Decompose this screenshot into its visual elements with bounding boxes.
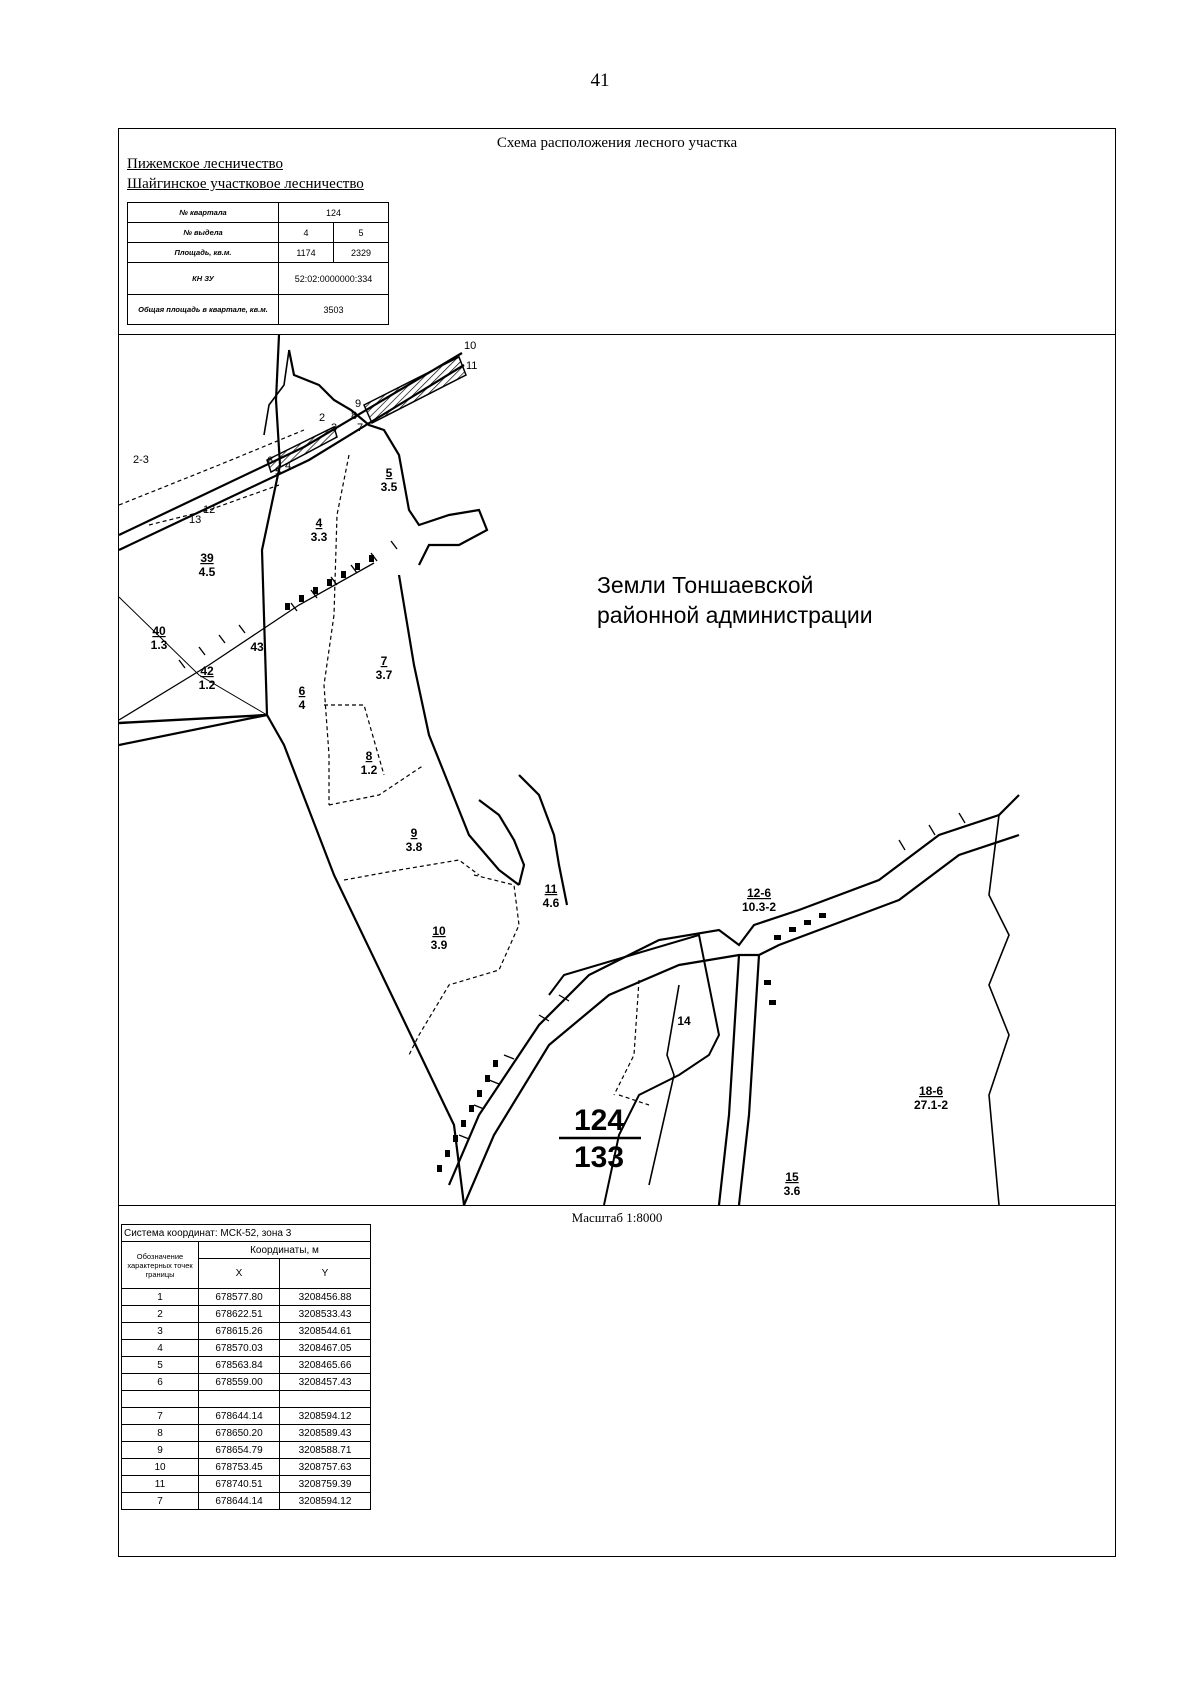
kn-value: 52:02:0000000:334	[279, 263, 389, 295]
point-label: 5	[275, 466, 282, 478]
point-label: 12	[203, 504, 216, 516]
scale-label: Масштаб 1:8000	[571, 1210, 663, 1225]
point-label: 2-3	[133, 454, 149, 466]
vydel-label: № выдела	[128, 223, 279, 243]
table-row	[122, 1374, 371, 1391]
parcel-area: 3.3	[310, 530, 328, 544]
coordinates-table	[121, 1224, 371, 1510]
area-label: Площадь, кв.м.	[128, 243, 279, 263]
table-row	[122, 1306, 371, 1323]
col-point-header: Обозначение характерных точек границы	[122, 1242, 199, 1289]
point-cell: 11	[122, 1476, 199, 1493]
parcel-area: 1.2	[360, 763, 378, 777]
table-row	[122, 1357, 371, 1374]
y-cell: 3208533.43	[280, 1306, 371, 1323]
table-row	[122, 1323, 371, 1340]
point-cell: 3	[122, 1323, 199, 1340]
parcel-area: 27.1-2	[913, 1098, 949, 1112]
y-cell: 3208594.12	[280, 1408, 371, 1425]
quarter-number: 124	[573, 1104, 625, 1137]
col-x-header: X	[199, 1259, 280, 1289]
parcel-number: 42	[200, 664, 214, 678]
parcel-number: 18-6	[918, 1084, 944, 1098]
x-cell	[199, 1391, 280, 1408]
x-cell: 678753.45	[199, 1459, 280, 1476]
boundary-line	[262, 335, 280, 715]
point-cell: 5	[122, 1357, 199, 1374]
map-bottom-border	[119, 1205, 1115, 1206]
y-cell: 3208544.61	[280, 1323, 371, 1340]
forest-map	[119, 335, 1117, 1205]
parcel-area: 3.7	[375, 668, 393, 682]
parcel-number: 14	[677, 1014, 691, 1028]
coords-caption: Система координат: МСК-52, зона 3	[122, 1225, 371, 1242]
point-cell: 10	[122, 1459, 199, 1476]
table-row	[122, 1391, 371, 1408]
point-label: 11	[466, 360, 478, 372]
page-number: 41	[590, 70, 610, 91]
point-cell: 2	[122, 1306, 199, 1323]
parcel-number: 6	[298, 684, 306, 698]
y-cell: 3208594.12	[280, 1493, 371, 1510]
parcel-area: 1.2	[198, 678, 216, 692]
x-cell: 678615.26	[199, 1323, 280, 1340]
point-label: 9	[355, 398, 362, 410]
kvartal-label: № квартала	[128, 203, 279, 223]
x-cell: 678644.14	[199, 1493, 280, 1510]
parcel-number: 8	[365, 749, 373, 763]
point-cell	[122, 1391, 199, 1408]
parcel-number: 5	[385, 466, 393, 480]
lands-label: районной администрации	[597, 602, 873, 628]
parcel-area: 10.3-2	[741, 900, 777, 914]
forestry-name: Пижемское лесничество	[127, 156, 283, 172]
parcel-area: 4.5	[198, 565, 216, 579]
y-cell	[280, 1391, 371, 1408]
kvartal-value: 124	[279, 203, 389, 223]
parcel-area: 4	[298, 698, 306, 712]
parcel-number: 39	[200, 551, 214, 565]
area-value: 2329	[334, 243, 389, 263]
point-label: 2	[319, 412, 326, 424]
table-row	[122, 1425, 371, 1442]
parcel-number: 9	[410, 826, 418, 840]
point-label: 7	[357, 422, 364, 434]
point-label: 13	[189, 514, 202, 526]
hatched-parcel-5	[364, 357, 466, 423]
x-cell: 678570.03	[199, 1340, 280, 1357]
x-cell: 678650.20	[199, 1425, 280, 1442]
y-cell: 3208457.43	[280, 1374, 371, 1391]
quarter-area: 133	[573, 1141, 625, 1174]
point-cell: 7	[122, 1408, 199, 1425]
table-row	[122, 1493, 371, 1510]
parcel-number: 11	[544, 882, 558, 896]
table-row	[122, 1340, 371, 1357]
scheme-title: Схема расположения лесного участка	[496, 135, 738, 151]
table-row	[122, 1476, 371, 1493]
point-cell: 7	[122, 1493, 199, 1510]
parcel-area: 1.3	[150, 638, 168, 652]
parcel-area: 3.9	[430, 938, 448, 952]
y-cell: 3208589.43	[280, 1425, 371, 1442]
point-label: 3	[331, 422, 338, 434]
vydel-value: 5	[334, 223, 389, 243]
y-cell: 3208467.05	[280, 1340, 371, 1357]
point-cell: 4	[122, 1340, 199, 1357]
table-row	[122, 1459, 371, 1476]
point-label: 4	[285, 460, 292, 472]
table-row	[122, 1442, 371, 1459]
lands-label: Земли Тоншаевской	[597, 572, 814, 598]
district-forestry-name: Шайгинское участковое лесничество	[127, 176, 364, 192]
point-label: 8	[351, 410, 358, 422]
vydel-value: 4	[279, 223, 334, 243]
parcel-area: 3.8	[405, 840, 423, 854]
point-label: 10	[464, 340, 477, 352]
parcel-number: 4	[315, 516, 323, 530]
table-row	[122, 1408, 371, 1425]
scheme-frame	[118, 128, 1116, 1557]
kn-label: КН ЗУ	[128, 263, 279, 295]
map-svg	[119, 335, 1117, 1205]
point-label: 6	[267, 455, 274, 467]
x-cell: 678740.51	[199, 1476, 280, 1493]
y-cell: 3208456.88	[280, 1289, 371, 1306]
x-cell: 678622.51	[199, 1306, 280, 1323]
boundary-line	[119, 715, 464, 1205]
y-cell: 3208759.39	[280, 1476, 371, 1493]
y-cell: 3208588.71	[280, 1442, 371, 1459]
total-area-label: Общая площадь в квартале, кв.м.	[128, 295, 279, 325]
point-cell: 1	[122, 1289, 199, 1306]
col-y-header: Y	[280, 1259, 371, 1289]
x-cell: 678563.84	[199, 1357, 280, 1374]
point-cell: 6	[122, 1374, 199, 1391]
x-cell: 678577.80	[199, 1289, 280, 1306]
y-cell: 3208465.66	[280, 1357, 371, 1374]
table-row	[122, 1289, 371, 1306]
parcel-number: 12-6	[746, 886, 772, 900]
total-area-value: 3503	[279, 295, 389, 325]
parcel-number: 10	[432, 924, 446, 938]
parcel-area: 4.6	[542, 896, 560, 910]
point-cell: 9	[122, 1442, 199, 1459]
parcel-area: 3.5	[380, 480, 398, 494]
parcel-area: 3.6	[783, 1184, 801, 1198]
y-cell: 3208757.63	[280, 1459, 371, 1476]
col-coords-header: Координаты, м	[199, 1242, 371, 1259]
point-cell: 8	[122, 1425, 199, 1442]
parcel-info-table	[127, 202, 389, 325]
parcel-number: 7	[380, 654, 388, 668]
parcel-number: 40	[152, 624, 166, 638]
parcel-number: 15	[785, 1170, 799, 1184]
x-cell: 678654.79	[199, 1442, 280, 1459]
x-cell: 678644.14	[199, 1408, 280, 1425]
x-cell: 678559.00	[199, 1374, 280, 1391]
area-value: 1174	[279, 243, 334, 263]
parcel-number: 43	[250, 640, 264, 654]
